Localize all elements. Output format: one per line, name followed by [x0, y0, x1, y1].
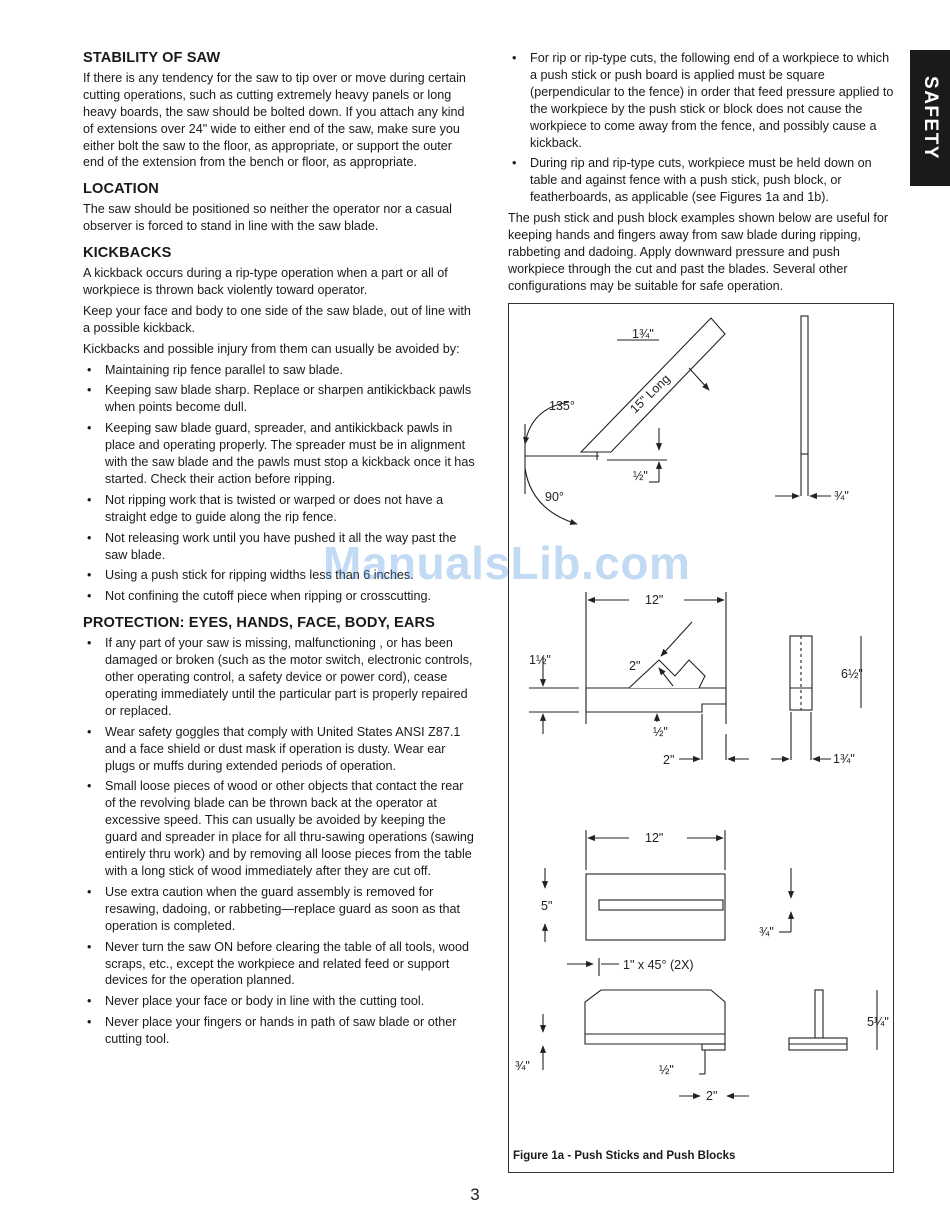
dim-label: 5¼" [867, 1015, 889, 1029]
dim-label: 2" [706, 1089, 718, 1103]
list-item: • Never place your face or body in line with the cutting tool. [83, 993, 475, 1010]
push-sticks-figure [508, 303, 894, 1173]
dim-label: 1¾" [632, 327, 654, 341]
safety-section-tab [910, 50, 950, 186]
push-sticks-diagram [509, 304, 895, 1174]
list-item: • Using a push stick for ripping widths less than 6 inches. [83, 567, 475, 584]
list-item: • During rip and rip-type cuts, workpiece must be held down on table and against fence with a push stick, push block, or featherboards, as applicable (see Figures 1a and 1b). [508, 155, 898, 206]
dim-label: 2" [629, 659, 641, 673]
dim-label: ½" [633, 469, 648, 483]
list-item: • Not releasing work until you have pushed it all the way past the saw blade. [83, 530, 475, 564]
site-watermark: ManualsLib.com [323, 537, 691, 589]
figure-caption: Figure 1a - Push Sticks and Push Blocks [513, 1150, 736, 1162]
list-item: • Keeping saw blade sharp. Replace or sharpen antikickback pawls when points become dull. [83, 382, 475, 416]
protection-heading: PROTECTION: EYES, HANDS, FACE, BODY, EARS [83, 615, 435, 632]
dim-label: 12" [645, 593, 664, 607]
stability-heading: STABILITY OF SAW [83, 50, 221, 66]
list-item: • Keeping saw blade guard, spreader, and antikickback pawls in place and operating properly. The spreader must be in alignment with the saw blade and the pawls must stop a kickback once it has started. Check their action before ripping. [83, 420, 475, 488]
dim-label: ¾" [834, 489, 849, 503]
list-item: • Wear safety goggles that comply with United States ANSI Z87.1 and a face shield or dust mask if operation is dusty. Wear ear plugs or muffs during extended periods of operation. [83, 724, 475, 775]
list-item: • If any part of your saw is missing, malfunctioning , or has been damaged or broken (such as the motor switch, electronic controls, other operating control, a safety device or power cord), cease operating immediately until the particular part is properly repaired or replaced. [83, 635, 475, 720]
push-stick-rules-list [508, 50, 898, 206]
kickbacks-intro: A kickback occurs during a rip-type operation when a part or all of workpiece is thrown back violently toward operator. [83, 265, 448, 297]
list-item: • Never turn the saw ON before clearing the table of all tools, wood scraps, etc., except the workpiece and related feed or support devices for the operation planned. [83, 939, 475, 990]
list-item: • For rip or rip-type cuts, the following end of a workpiece to which a push stick or push board is applied must be square (perpendicular to the fence) in order that feed pressure applied to the workpiece by the push stick or block does not cause the workpiece to come away from the fence, and possibly cause a kickback. [508, 50, 898, 151]
dim-label: ½" [653, 725, 668, 739]
angled-push-stick-drawing [525, 316, 831, 524]
page-number: 3 [470, 1185, 480, 1204]
dim-label: 6½" [841, 667, 863, 681]
kickbacks-advice: Keep your face and body to one side of the saw blade, out of line with a possible kickback. [83, 303, 471, 335]
stability-body: If there is any tendency for the saw to tip over or move during certain cutting operations, such as cutting extremely heavy panels or long heavy boards, the saw should be bolted down. If you attach any kind of extensions over 24" wide to either end of the saw, make sure you either bolt the saw to the floor, as appropriate, or support the outer end of the extension from the bench or floor, as appropriate. [83, 70, 466, 170]
list-item: • Not ripping work that is twisted or warped or does not have a straight edge to guide along the rip fence. [83, 492, 475, 526]
kickbacks-heading: KICKBACKS [83, 245, 172, 262]
dim-label: 5" [541, 899, 553, 913]
dim-label: 1½" [529, 653, 551, 667]
dim-label: 12" [645, 831, 664, 845]
location-heading: LOCATION [83, 181, 159, 198]
dim-label: 1¾" [833, 752, 855, 766]
dim-label: ¾" [759, 925, 774, 939]
dim-label: ½" [659, 1063, 674, 1077]
flat-push-block-elevation-drawing [543, 958, 877, 1096]
dim-label: 15" Long [627, 371, 673, 417]
location-body: The saw should be positioned so neither the operator nor a casual observer is forced to stand in line with the saw blade. [83, 202, 452, 234]
right-column [508, 50, 898, 299]
flat-push-block-plan-drawing [545, 830, 791, 942]
list-item: • Small loose pieces of wood or other objects that contact the rear of the revolving blade can be thrown back at the operator at excessive speed. This can usually be avoided by keeping the guard and spreader in place for all thru-sawing operations (sawing entirely thru work) and by removing all loose pieces from the table with a long stick of wood immediately after they are cut off. [83, 778, 475, 879]
kickbacks-avoid-intro: Kickbacks and possible injury from them can usually be avoided by: [83, 341, 460, 356]
dim-label: ¾" [515, 1059, 530, 1073]
dim-label: 2" [663, 753, 675, 767]
list-item: • Never place your fingers or hands in path of saw blade or other cutting tool. [83, 1014, 475, 1048]
dim-label: 1" x 45° (2X) [623, 958, 694, 972]
dim-label: 90° [545, 490, 564, 504]
dim-label: 135° [549, 399, 575, 413]
list-item: • Use extra caution when the guard assembly is removed for resawing, dadoing, or rabbeting—replace guard as soon as that operation is completed. [83, 884, 475, 935]
safety-tab-label: SAFETY [920, 76, 941, 160]
handled-push-block-drawing [529, 592, 861, 760]
protection-list [83, 635, 475, 1048]
push-stick-paragraph: The push stick and push block examples shown below are useful for keeping hands and fingers away from saw blade during ripping, rabbeting and dadoing. Apply downward pressure and push workpiece through the cut and past the blades. Several other configurations may be suitable for safe operation. [508, 211, 889, 293]
list-item: • Maintaining rip fence parallel to saw blade. [83, 362, 475, 379]
list-item: • Not confining the cutoff piece when ripping or crosscutting. [83, 588, 475, 605]
